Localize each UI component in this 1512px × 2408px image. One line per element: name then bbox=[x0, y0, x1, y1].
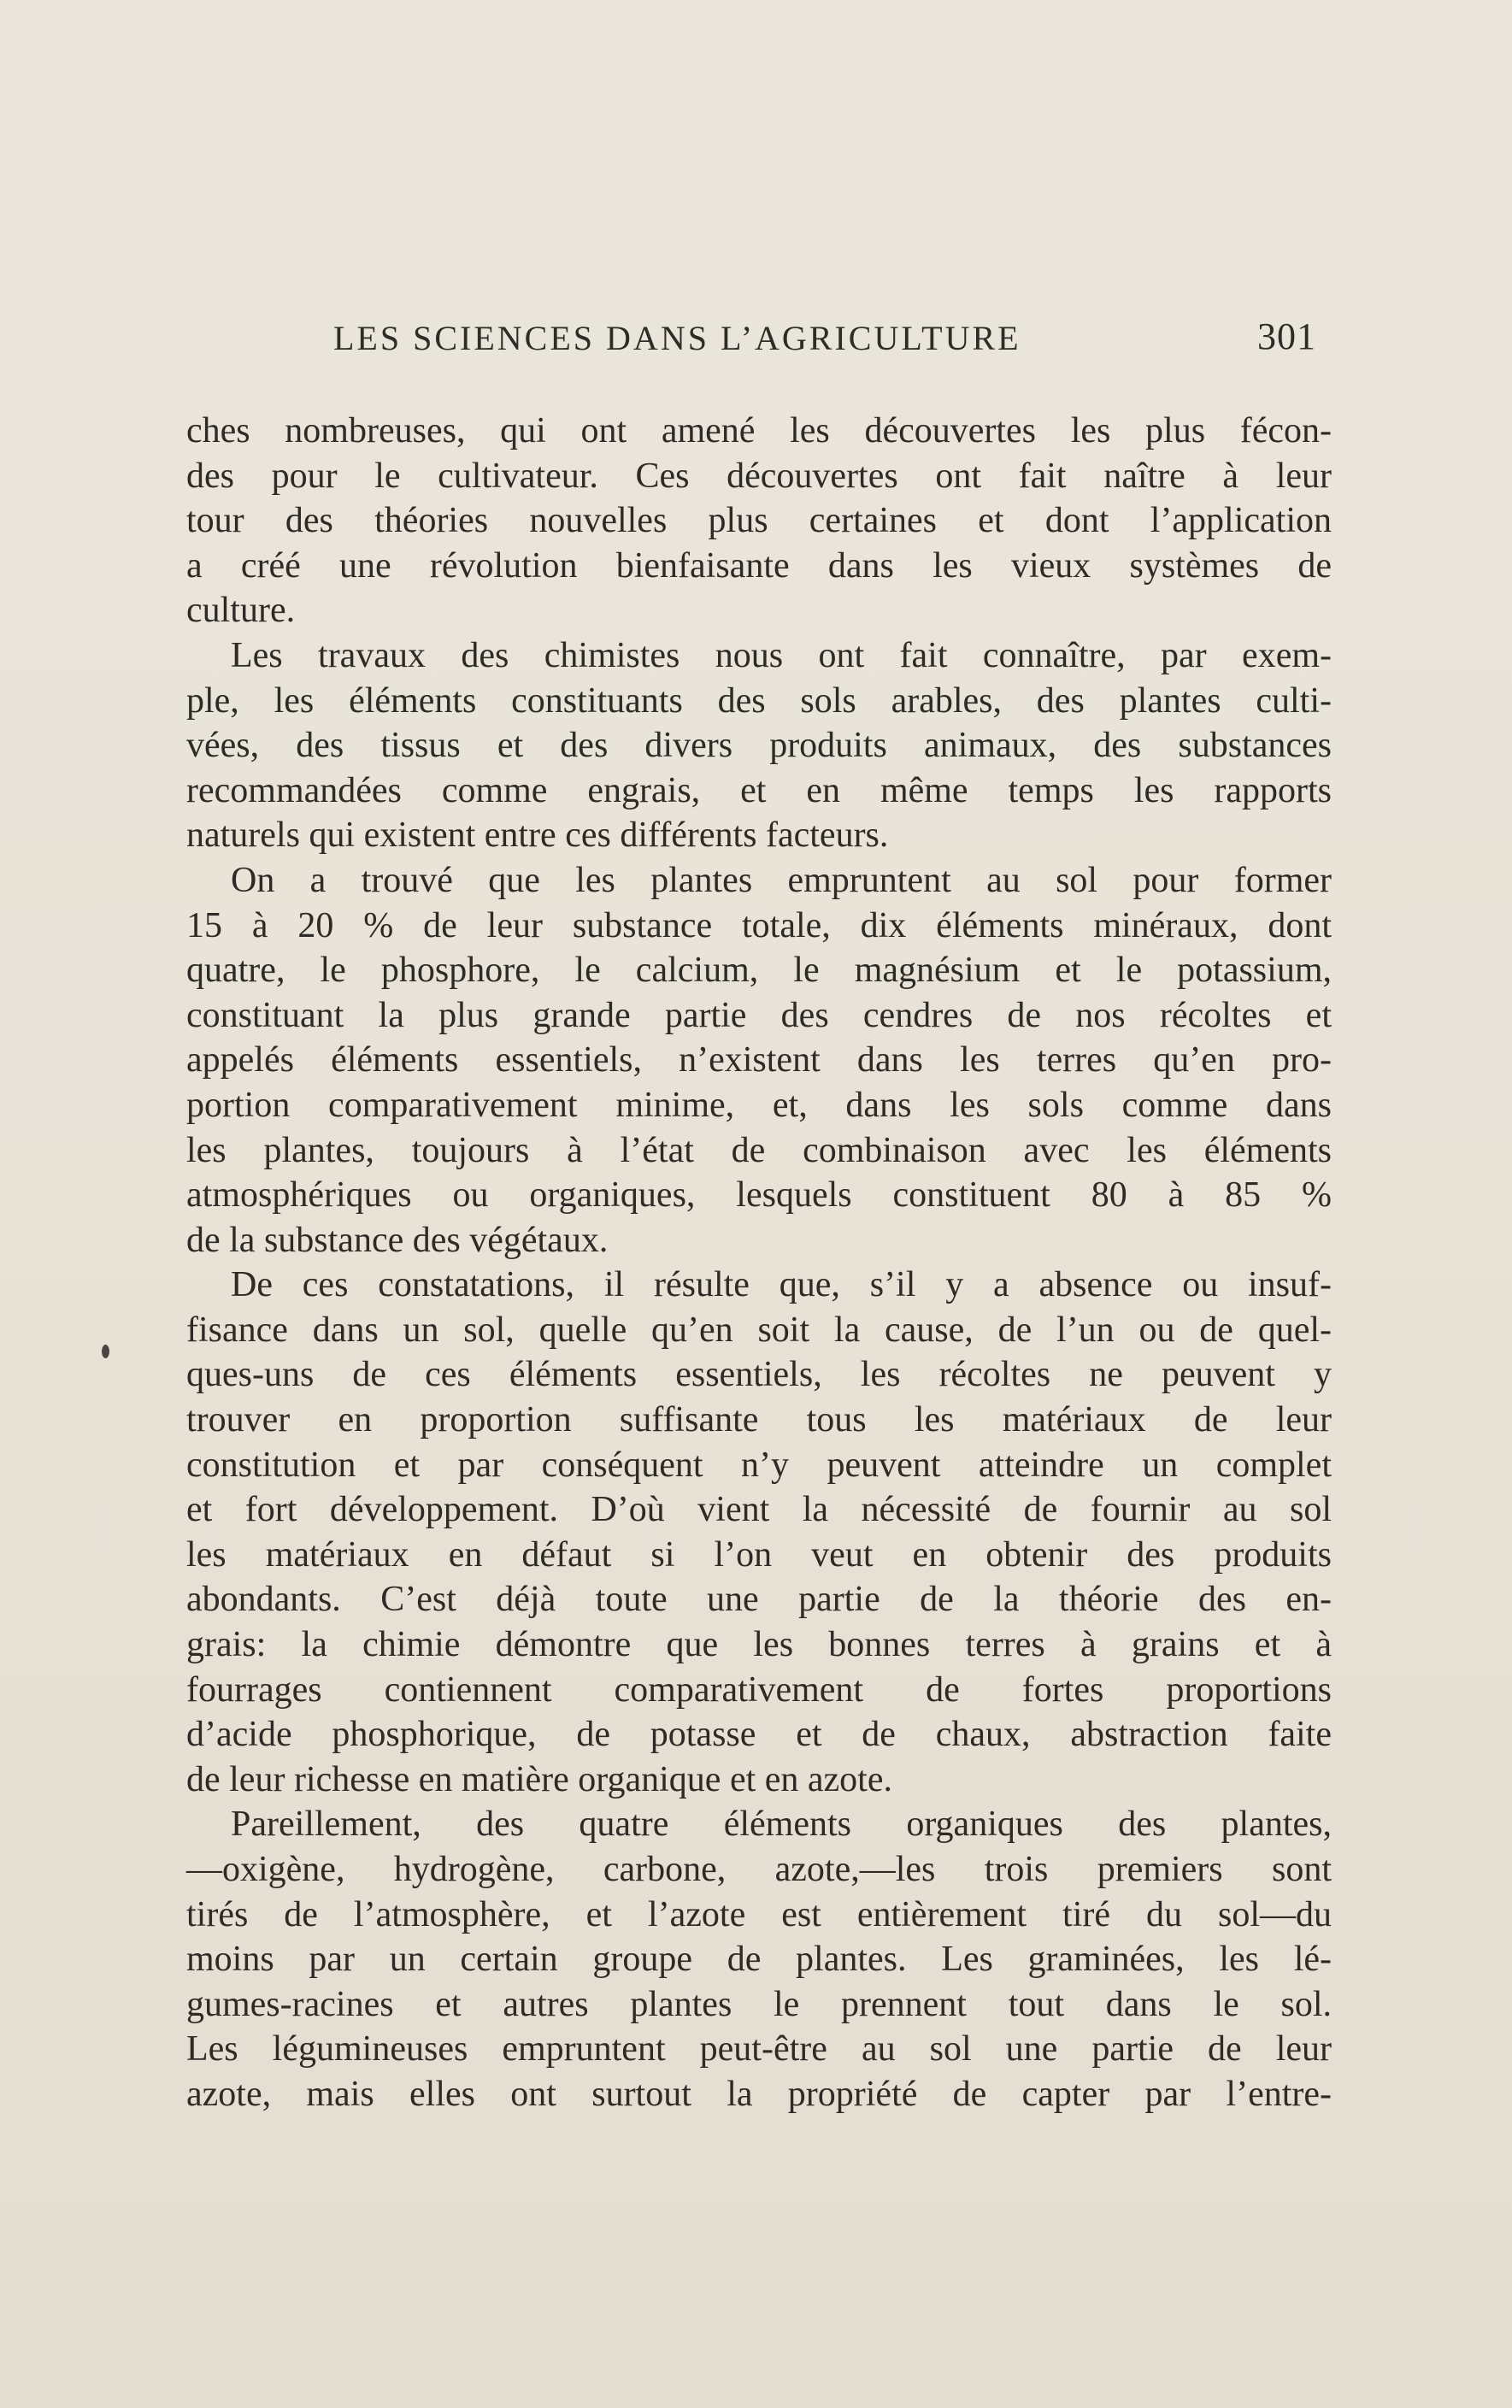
text-line: ple, les éléments constituants des sols arables, des plantes culti- bbox=[186, 680, 1332, 721]
text-line: —oxigène, hydrogène, carbone, azote,—les trois premiers sont bbox=[186, 1850, 1332, 1889]
text-line: quatre, le phosphore, le calcium, le magnésium et le potassium, bbox=[186, 951, 1332, 991]
text-line: tirés de l’atmosphère, et l’azote est entièrement tiré du sol—du bbox=[186, 1894, 1332, 1934]
text-line: fourrages contiennent comparativement de fortes proportions bbox=[186, 1669, 1332, 1710]
text-line: atmosphériques ou organiques, lesquels constituent 80 à 85 % bbox=[186, 1175, 1332, 1216]
text-line: les matériaux en défaut si l’on veut en obtenir des produits bbox=[186, 1534, 1332, 1575]
text-line: trouver en proportion suffisante tous les matériaux de leur bbox=[186, 1400, 1332, 1440]
text-line: des pour le cultivateur. Ces découvertes ont fait naître à leur bbox=[186, 456, 1332, 496]
text-line: de leur richesse en matière organique et en azote. bbox=[186, 1759, 892, 1799]
text-line: de la substance des végétaux. bbox=[186, 1220, 609, 1260]
text-line: d’acide phosphorique, de potasse et de chaux, abstraction faite bbox=[186, 1715, 1332, 1755]
text-line: Pareillement, des quatre éléments organiques des plantes, bbox=[231, 1805, 1332, 1845]
text-line: On a trouvé que les plantes empruntent au sol pour former bbox=[231, 860, 1332, 900]
text-line: grais: la chimie démontre que les bonnes terres à grains et à bbox=[186, 1625, 1332, 1665]
text-line: portion comparativement minime, et, dans les sols comme dans bbox=[186, 1085, 1332, 1125]
text-line: appelés éléments essentiels, n’existent dans les terres qu’en pro- bbox=[186, 1040, 1332, 1080]
text-line: De ces constatations, il résulte que, s’il y a absence ou insuf- bbox=[231, 1265, 1332, 1305]
text-line: tour des théories nouvelles plus certaines et dont l’application bbox=[186, 501, 1332, 541]
text-line: Les légumineuses empruntent peut-être au sol une partie de leur bbox=[186, 2029, 1332, 2069]
text-line: vées, des tissus et des divers produits animaux, des substances bbox=[186, 726, 1332, 766]
ink-speck bbox=[102, 1345, 109, 1358]
text-line: fisance dans un sol, quelle qu’en soit la cause, de l’un ou de quel- bbox=[186, 1310, 1332, 1350]
text-line: gumes-racines et autres plantes le prennent tout dans le sol. bbox=[186, 1984, 1332, 2024]
page-number: 301 bbox=[1257, 315, 1316, 357]
text-line: naturels qui existent entre ces différents facteurs. bbox=[186, 815, 889, 856]
text-line: constitution et par conséquent n’y peuvent atteindre un complet bbox=[186, 1445, 1332, 1485]
text-line: culture. bbox=[186, 591, 296, 631]
text-line: constituant la plus grande partie des cendres de nos récoltes et bbox=[186, 995, 1332, 1035]
text-line: 15 à 20 % de leur substance totale, dix éléments minéraux, dont bbox=[186, 905, 1332, 945]
text-line: abondants. C’est déjà toute une partie de la théorie des en- bbox=[186, 1580, 1332, 1620]
text-line: les plantes, toujours à l’état de combinaison avec les éléments bbox=[186, 1130, 1332, 1170]
text-line: moins par un certain groupe de plantes. Les graminées, les lé- bbox=[186, 1940, 1332, 1980]
text-line: a créé une révolution bienfaisante dans les vieux systèmes de bbox=[186, 545, 1332, 586]
text-line: recommandées comme engrais, et en même temps les rapports bbox=[186, 770, 1332, 810]
running-title: LES SCIENCES DANS L’AGRICULTURE bbox=[333, 319, 1021, 357]
text-line: et fort développement. D’où vient la nécessité de fournir au sol bbox=[186, 1490, 1332, 1530]
text-line: ques-uns de ces éléments essentiels, les récoltes ne peuvent y bbox=[186, 1355, 1332, 1395]
text-line: azote, mais elles ont surtout la propriété de capter par l’entre- bbox=[186, 2074, 1332, 2114]
text-line: ches nombreuses, qui ont amené les découvertes les plus fécon- bbox=[186, 411, 1332, 450]
running-head bbox=[333, 315, 1316, 369]
text-line: Les travaux des chimistes nous ont fait connaître, par exem- bbox=[231, 635, 1332, 675]
body-text bbox=[186, 409, 1332, 2117]
